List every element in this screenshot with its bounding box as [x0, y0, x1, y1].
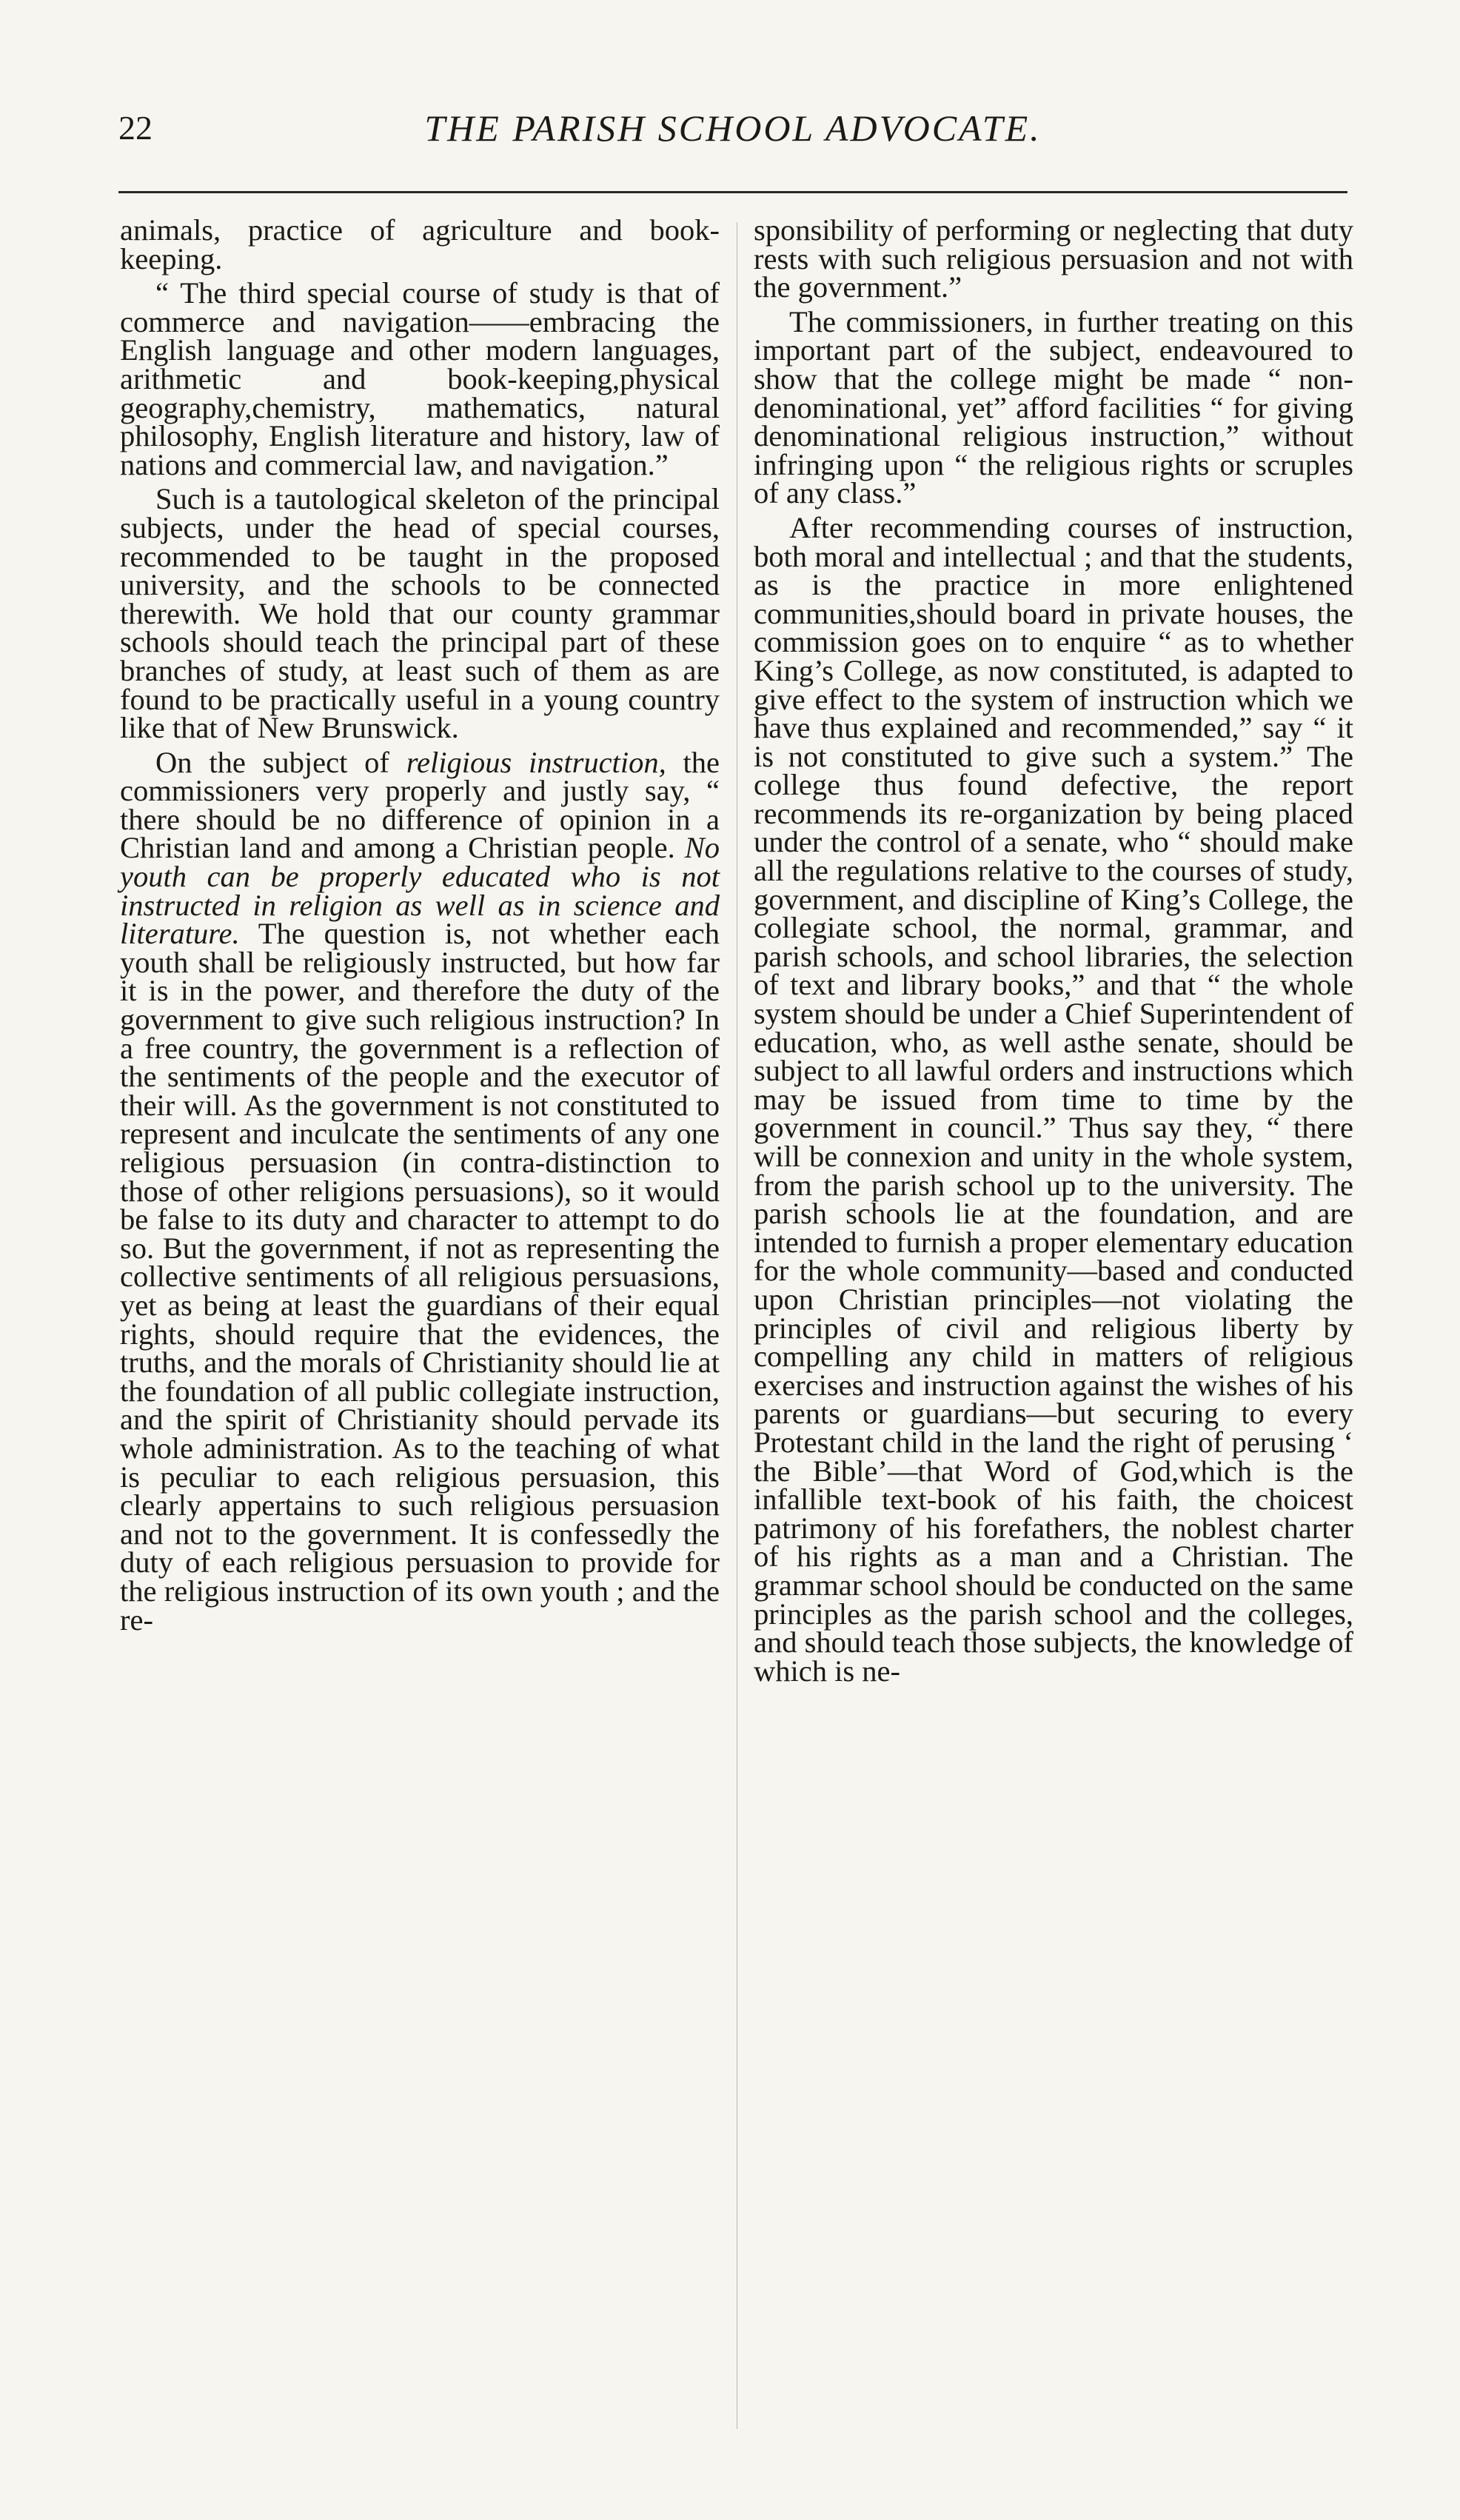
- text-run: the commissioners very properly and justly say, “ there should be no difference of opinion in a Christian land and among a Christian people.: [120, 745, 720, 865]
- paragraph-agriculture: animals, practice of agriculture and book-keeping.: [120, 213, 720, 275]
- paragraph-responsibility: sponsibility of performing or neglecting that duty rests with such religious persuasion and not with the government.”: [754, 213, 1353, 304]
- left-column: [120, 213, 720, 1640]
- paragraph-third-special-course: “ The third special course of study is that of commerce and navigation——embracing the English language and other modern languages, arithmetic and book-keeping,physical geography,chemistry, mathematics, natural philosophy, English literature and history, law of nations and commercial law, and navigation.”: [120, 276, 720, 481]
- right-column: [754, 213, 1353, 1691]
- text-run: On the subject of: [155, 745, 406, 779]
- paragraph-tautological-skeleton: Such is a tautological skeleton of the principal subjects, under the head of special courses, recommended to be taught in the proposed university, and the schools to be connected therewith. We hold that our county grammar schools should teach the principal part of these branches of study, at least such of them as are found to be practically useful in a young country like that of New Brunswick.: [120, 482, 720, 745]
- header-rule: [118, 191, 1347, 193]
- italic-text-run: No youth can be properly educated who is not instructed in religion as well as in science and literature.: [120, 831, 720, 951]
- page-number: 22: [118, 109, 153, 147]
- page-header: [118, 102, 1347, 154]
- paragraph-kings-college: After recommending courses of instruction, both moral and intellectual ; and that the students, as is the practice in more enlightened communities,should board in private houses, the commission goes on to enquire “ as to whether King’s College, as now constituted, is adapted to give effect to the system of instruction which we have thus explained and recommended,” say “ it is not constituted to give such a system.” The college thus found defective, the report recommends its re-organization by being placed under the control of a senate, who “ should make all the regulations relative to the courses of study, government, and discipline of King’s College, the collegiate school, the normal, grammar, and parish schools, and school libraries, the selection of text and library books,” and that “ the whole system should be under a Chief Superintendent of education, who, as well asthe senate, should be subject to all lawful orders and instructions which may be issued from time to time by the government in council.” Thus say they, “ there will be connexion and unity in the whole system, from the parish school up to the university. The parish schools lie at the foundation, and are intended to furnish a proper elementary education for the whole community—based and conducted upon Christian principles—not violating the principles of civil and religious liberty by compelling any child in matters of religious exercises and instruction against the wishes of his parents or guardians—but securing to every Protestant child in the land the right of perusing ‘ the Bible’—that Word of God,which is the infallible text-book of his faith, the choicest patrimony of his forefathers, the noblest charter of his rights as a man and a Christian. The grammar school should be conducted on the same principles as the parish school and the colleges, and should teach those subjects, the knowledge of which is ne-: [754, 510, 1353, 1688]
- text-run: The question is, not whether each youth shall be religiously instructed, but how far it is in the power, and therefore the duty of the government to give such religious instruction? In a free country, the government is a reflection of the sentiments of the people and the executor of their will. As the government is not constituted to represent and inculcate the sentiments of any one religious persuasion (in contra-distinction to those of other religions persuasions), so it would be false to its duty and character to attempt to do so. But the government, if not as representing the collective sentiments of all religious persuasions, yet as being at least the guardians of their equal rights, should require that the evidences, the truths, and the morals of Christianity should lie at the foundation of all public collegiate instruction, and the spirit of Christianity should pervade its whole administration. As to the teaching of what is peculiar to each religious persuasion, this clearly appertains to such religious persuasion and not to the government. It is confessedly the duty of each religious persuasion to provide for the religious instruction of its own youth ; and the re-: [120, 917, 720, 1637]
- italic-text-run: religious instruction,: [406, 745, 666, 779]
- running-title: THE PARISH SCHOOL ADVOCATE.: [424, 107, 1042, 149]
- paragraph-commissioners: The commissioners, in further treating on this important part of the subject, endeavoured to show that the college might be made “ non-denominational, yet” afford facilities “ for giving denominational religious instruction,” without infringing upon “ the religious rights or scruples of any class.”: [754, 304, 1353, 510]
- paragraph-religious-instruction: [120, 745, 720, 1637]
